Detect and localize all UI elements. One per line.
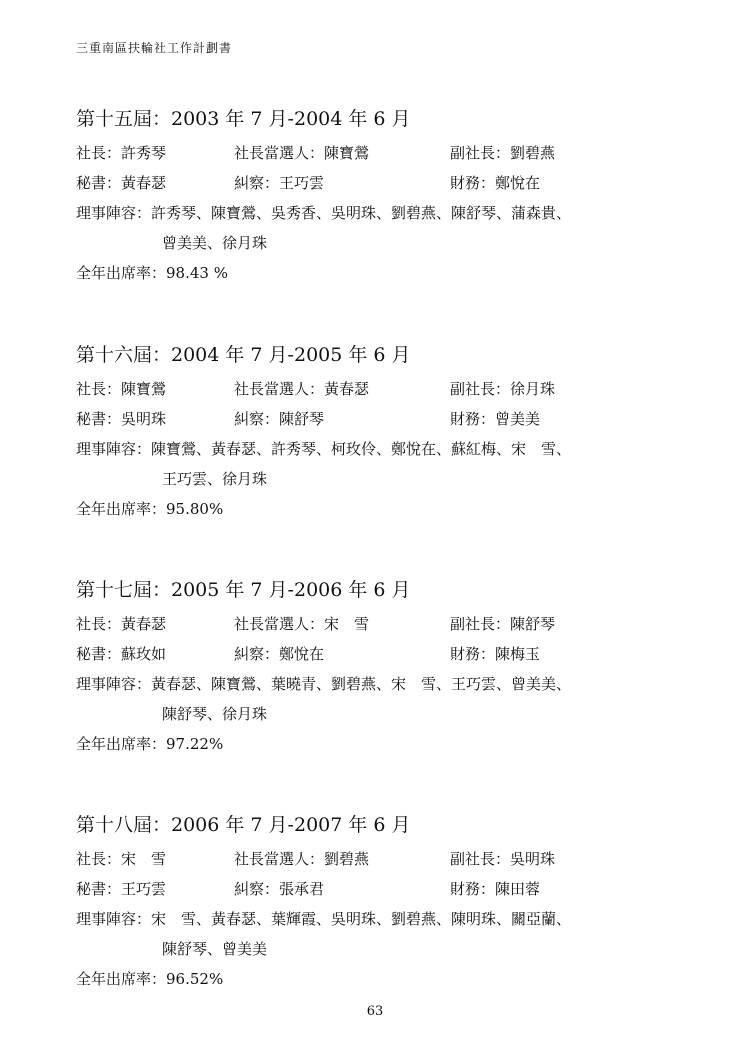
term-section-16: [76, 343, 696, 524]
secretary: 秘書：王巧雲: [76, 880, 167, 898]
running-header: 三重南區扶輪社工作計劃書: [76, 41, 233, 55]
term-title: 第十五屆：2003 年 7 月-2004 年 6 月: [76, 108, 411, 130]
president-elect: 社長當選人：宋 雪: [234, 615, 370, 633]
treasurer: 財務：陳田蓉: [450, 880, 541, 898]
sergeant: 糾察：王巧雲: [234, 174, 325, 192]
officers-row-2: [76, 639, 696, 669]
officers-row-2: [76, 168, 696, 198]
officers-row-1: [76, 374, 696, 404]
board-line-2: 王巧雲、徐月珠: [162, 470, 268, 488]
attendance-rate: 全年出席率：98.43 %: [76, 264, 228, 282]
president: 社長：宋 雪: [76, 850, 167, 868]
attendance-rate: 全年出席率：97.22%: [76, 735, 224, 753]
officers-row-2: [76, 874, 696, 904]
president-elect: 社長當選人：陳寶鶯: [234, 144, 370, 162]
officers-row-1: [76, 138, 696, 168]
attendance-rate: 全年出席率：95.80%: [76, 500, 224, 518]
sergeant: 糾察：鄭悅在: [234, 645, 325, 663]
attendance-rate: 全年出席率：96.52%: [76, 970, 224, 988]
board-members: [76, 904, 696, 964]
vice-president: 副社長：徐月珠: [450, 380, 556, 398]
board-members: [76, 669, 696, 729]
term-title: 第十六屆：2004 年 7 月-2005 年 6 月: [76, 344, 411, 366]
president: 社長：黃春瑟: [76, 615, 167, 633]
officers-row-1: [76, 609, 696, 639]
treasurer: 財務：陳梅玉: [450, 645, 541, 663]
board-members: [76, 434, 696, 494]
board-members: [76, 198, 696, 258]
board-line-1: 理事陣容：宋 雪、黃春瑟、葉輝霞、吳明珠、劉碧燕、陳明珠、關亞蘭、: [76, 910, 572, 928]
president-elect: 社長當選人：劉碧燕: [234, 850, 370, 868]
vice-president: 副社長：劉碧燕: [450, 144, 556, 162]
president: 社長：許秀琴: [76, 144, 167, 162]
secretary: 秘書：吳明珠: [76, 410, 167, 428]
board-line-1: 理事陣容：陳寶鶯、黃春瑟、許秀琴、柯玫伶、鄭悅在、蘇紅梅、宋 雪、: [76, 440, 572, 458]
board-line-2: 陳舒琴、曾美美: [162, 940, 268, 958]
secretary: 秘書：蘇玫如: [76, 645, 167, 663]
vice-president: 副社長：吳明珠: [450, 850, 556, 868]
board-line-2: 陳舒琴、徐月珠: [162, 705, 268, 723]
board-line-1: 理事陣容：黃春瑟、陳寶鶯、葉曉青、劉碧燕、宋 雪、王巧雲、曾美美、: [76, 675, 572, 693]
treasurer: 財務：曾美美: [450, 410, 541, 428]
term-section-15: [76, 107, 696, 288]
board-line-2: 曾美美、徐月珠: [162, 234, 268, 252]
officers-row-1: [76, 844, 696, 874]
treasurer: 財務：鄭悅在: [450, 174, 541, 192]
board-line-1: 理事陣容：許秀琴、陳寶鶯、吳秀香、吳明珠、劉碧燕、陳舒琴、蒲森貴、: [76, 204, 572, 222]
sergeant: 糾察：張承君: [234, 880, 325, 898]
term-section-18: [76, 813, 696, 994]
president: 社長：陳寶鶯: [76, 380, 167, 398]
term-title: 第十七屆：2005 年 7 月-2006 年 6 月: [76, 579, 411, 601]
page-number: 63: [366, 1004, 384, 1019]
sergeant: 糾察：陳舒琴: [234, 410, 325, 428]
officers-row-2: [76, 404, 696, 434]
president-elect: 社長當選人：黃春瑟: [234, 380, 370, 398]
secretary: 秘書：黃春瑟: [76, 174, 167, 192]
term-title: 第十八屆：2006 年 7 月-2007 年 6 月: [76, 814, 411, 836]
term-section-17: [76, 578, 696, 759]
vice-president: 副社長：陳舒琴: [450, 615, 556, 633]
